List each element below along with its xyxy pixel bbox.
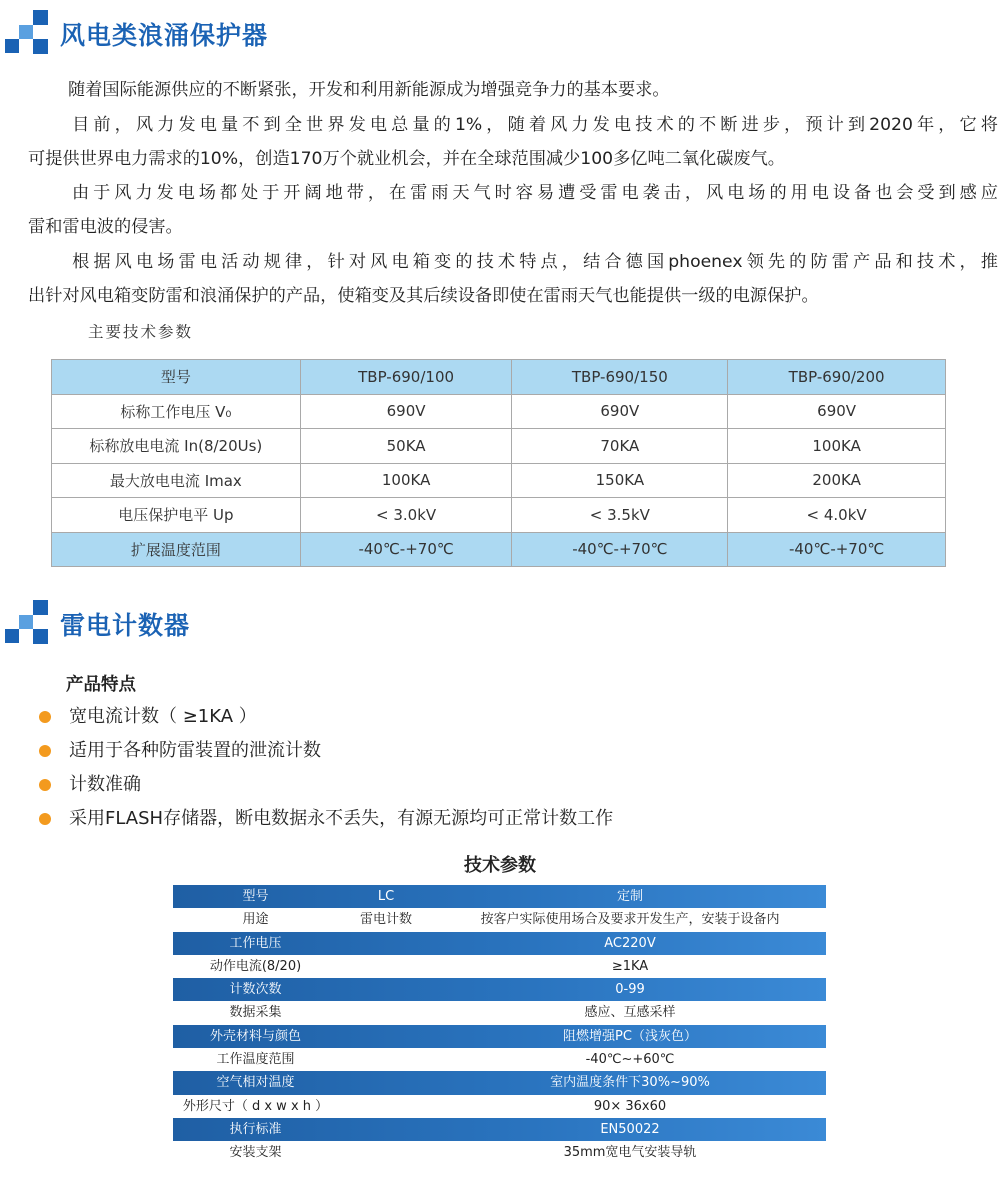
table-cell: 100KA xyxy=(728,429,946,464)
table-row xyxy=(173,1095,826,1118)
blue-squares-icon xyxy=(0,600,52,648)
paragraph-2-line-1: 目前，风力发电量不到全世界发电总量的1%，随着风力发电技术的不断进步，预计到2020年，它将 xyxy=(68,115,998,135)
table-cell: 室内温度条件下30%~90% xyxy=(550,1075,710,1091)
table-cell: 标称工作电压 V₀ xyxy=(52,394,301,429)
section-2-title: 雷电计数器 xyxy=(60,611,191,640)
table-row xyxy=(173,908,826,931)
table-row xyxy=(52,498,946,533)
table-cell: 外壳材料与颜色 xyxy=(209,1028,301,1044)
paragraph-1-text: 随着国际能源供应的不断紧张，开发和利用新能源成为增强竞争力的基本要求。 xyxy=(68,80,670,100)
table-row xyxy=(52,463,946,498)
feature-text: 采用FLASH存储器，断电数据永不丢失，有源无源均可正常计数工作 xyxy=(69,808,614,829)
table-cell: 标称放电电流 In(8/20Us) xyxy=(52,429,301,464)
table-row xyxy=(173,1025,826,1048)
table-cell: 200KA xyxy=(728,463,946,498)
table-cell: -40℃~+60℃ xyxy=(585,1052,675,1068)
paragraph-2 xyxy=(28,108,998,176)
table-row xyxy=(173,1141,826,1164)
table-cell: ≥1KA xyxy=(611,958,649,974)
table-cell: 35mm宽电气安装导轨 xyxy=(563,1145,697,1161)
table-cell: EN50022 xyxy=(600,1121,660,1137)
table-cell: 电压保护电平 Up xyxy=(52,498,301,533)
table-cell: 动作电流(8/20) xyxy=(209,958,302,974)
features-list xyxy=(36,700,613,836)
table-row xyxy=(173,1071,826,1094)
feature-text: 适用于各种防雷装置的泄流计数 xyxy=(69,740,321,761)
table-cell: 工作电压 xyxy=(229,935,282,951)
table-cell: 50KA xyxy=(300,429,512,464)
table-cell: 安装支架 xyxy=(229,1145,282,1161)
paragraph-4 xyxy=(28,245,998,313)
table-cell: 感应、互感采样 xyxy=(584,1005,676,1021)
table-row xyxy=(173,1118,826,1141)
table-cell: AC220V xyxy=(604,935,656,951)
table-row xyxy=(52,394,946,429)
table-cell: 70KA xyxy=(512,429,728,464)
orange-bullet-icon xyxy=(39,711,51,723)
table-row xyxy=(52,429,946,464)
spd-spec-table xyxy=(51,359,946,567)
table-cell: 最大放电电流 Imax xyxy=(52,463,301,498)
params-subheading: 主要技术参数 xyxy=(88,323,194,341)
paragraph-2-line-2: 可提供世界电力需求的10%，创造170万个就业机会，并在全球范围减少100多亿吨二氧化碳废气。 xyxy=(28,149,785,169)
table-cell: 扩展温度范围 xyxy=(52,532,301,567)
table-cell: 690V xyxy=(728,394,946,429)
table-cell: 按客户实际使用场合及要求开发生产，安装于设备内 xyxy=(480,912,780,928)
feature-text: 宽电流计数（ ≥1KA ） xyxy=(69,706,257,727)
section-1-header xyxy=(0,10,268,58)
table-cell: 690V xyxy=(300,394,512,429)
table-cell: 定制 xyxy=(616,889,643,904)
table-cell: 执行标准 xyxy=(229,1121,282,1137)
table-cell: 数据采集 xyxy=(229,1005,282,1021)
tech-params-title: 技术参数 xyxy=(464,855,536,876)
table-cell: 阻燃增强PC（浅灰色） xyxy=(563,1028,697,1044)
table-row xyxy=(173,955,826,978)
table-cell: 150KA xyxy=(512,463,728,498)
paragraph-3-line-2: 雷和雷电波的侵害。 xyxy=(28,217,183,237)
table-row xyxy=(52,532,946,567)
table-row xyxy=(173,1048,826,1071)
table-cell: -40℃-+70℃ xyxy=(300,532,512,567)
table-row xyxy=(173,885,826,908)
paragraph-1 xyxy=(28,73,998,107)
features-heading: 产品特点 xyxy=(66,675,136,695)
table-cell: 外形尺寸（ d x w x h ） xyxy=(182,1098,329,1114)
table-cell: TBP-690/200 xyxy=(728,360,946,395)
counter-spec-table xyxy=(173,885,826,1165)
paragraph-3-line-1: 由于风力发电场都处于开阔地带，在雷雨天气时容易遭受雷电袭击，风电场的用电设备也会受到感应 xyxy=(68,183,998,203)
table-cell: 计数次数 xyxy=(229,982,282,998)
list-item xyxy=(36,734,613,768)
table-cell: 雷电计数 xyxy=(359,912,412,928)
paragraph-3 xyxy=(28,176,998,244)
table-cell: LC xyxy=(377,889,395,904)
orange-bullet-icon xyxy=(39,813,51,825)
table-cell: 用途 xyxy=(242,912,269,928)
blue-squares-icon xyxy=(0,10,52,58)
list-item xyxy=(36,768,613,802)
orange-bullet-icon xyxy=(39,745,51,757)
feature-text: 计数准确 xyxy=(69,774,141,795)
table-cell: < 3.5kV xyxy=(512,498,728,533)
table-cell: 工作温度范围 xyxy=(216,1052,295,1068)
paragraph-4-line-2: 出针对风电箱变防雷和浪涌保护的产品，使箱变及其后续设备即使在雷雨天气也能提供一级的电源保护。 xyxy=(28,286,819,306)
table-cell: 型号 xyxy=(52,360,301,395)
table-cell: 690V xyxy=(512,394,728,429)
section-2-header xyxy=(0,600,190,648)
table-row xyxy=(173,1001,826,1024)
orange-bullet-icon xyxy=(39,779,51,791)
section-1-title: 风电类浪涌保护器 xyxy=(60,21,269,50)
paragraph-4-line-1: 根据风电场雷电活动规律，针对风电箱变的技术特点，结合德国phoenex领先的防雷产品和技术，推 xyxy=(68,252,998,272)
table-cell: 型号 xyxy=(242,889,269,904)
table-cell: -40℃-+70℃ xyxy=(512,532,728,567)
table-cell: < 4.0kV xyxy=(728,498,946,533)
table-cell: 空气相对温度 xyxy=(216,1075,295,1091)
table-cell: 100KA xyxy=(300,463,512,498)
table-cell: < 3.0kV xyxy=(300,498,512,533)
table-header-row xyxy=(52,360,946,395)
table-cell: TBP-690/150 xyxy=(512,360,728,395)
table-cell: 0-99 xyxy=(615,982,645,998)
table-row xyxy=(173,978,826,1001)
table-cell: -40℃-+70℃ xyxy=(728,532,946,567)
table-cell: TBP-690/100 xyxy=(300,360,512,395)
table-cell: 90× 36x60 xyxy=(593,1098,667,1114)
list-item xyxy=(36,700,613,734)
list-item xyxy=(36,802,613,836)
table-row xyxy=(173,932,826,955)
